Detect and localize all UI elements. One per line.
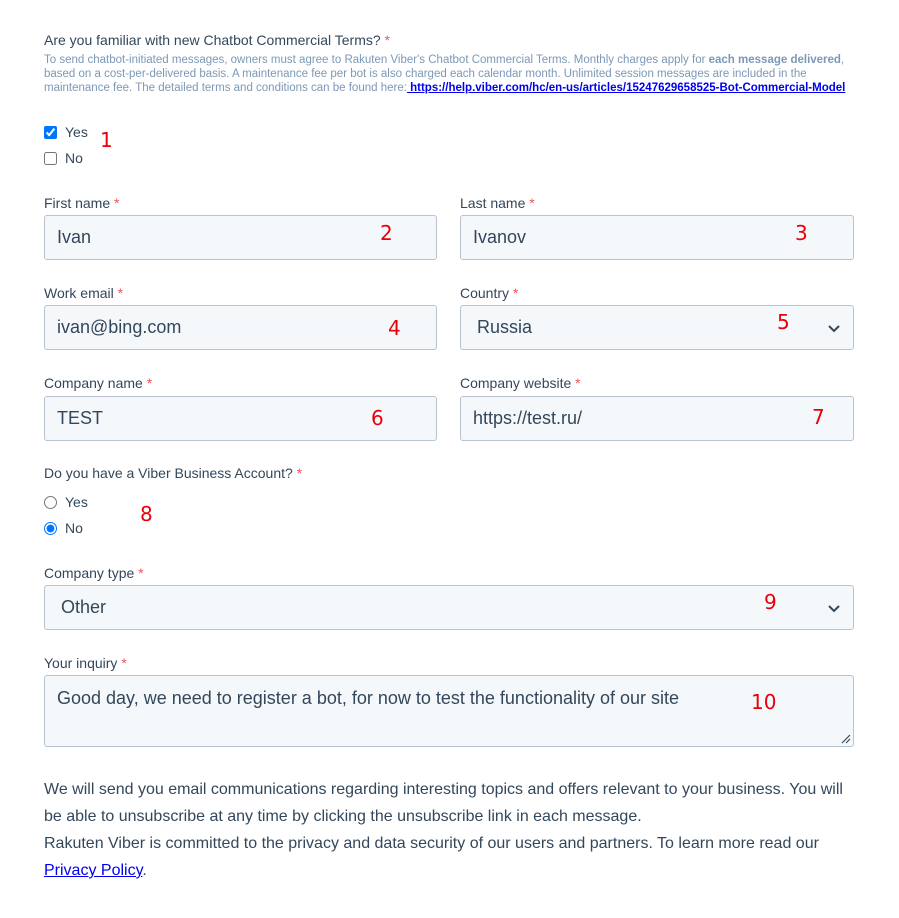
company-type-value: Other (61, 597, 107, 617)
annotation-5: 5 (777, 310, 790, 334)
required-mark: * (146, 375, 153, 391)
terms-option-yes[interactable] (44, 124, 88, 140)
company-name-label-text: Company name (44, 375, 143, 391)
terms-link[interactable]: https://help.viber.com/hc/en-us/articles/15247629658525-Bot-Commercial-Model (406, 82, 846, 94)
company-website-label (460, 375, 581, 391)
terms-desc-bold: each message delivered (708, 54, 841, 66)
chevron-down-icon (827, 601, 841, 615)
resize-grip-icon[interactable] (839, 732, 851, 744)
terms-option-no[interactable] (44, 150, 83, 166)
work-email-label-text: Work email (44, 285, 114, 301)
country-label (460, 285, 518, 301)
company-type-select[interactable] (44, 585, 854, 630)
chevron-down-icon (827, 321, 841, 335)
terms-question (44, 32, 390, 48)
required-mark: * (296, 465, 303, 481)
inquiry-label-text: Your inquiry (44, 655, 118, 671)
terms-desc-part2: , based on a cost-per-delivered basis. A maintenance fee per bot is also charged each calendar month. Unlimited session messages are included in the maintenance fee. The detailed terms and conditions can be found here: (44, 54, 845, 94)
work-email-field[interactable] (44, 305, 437, 350)
business-account-yes-radio[interactable] (44, 496, 57, 509)
inquiry-value: Good day, we need to register a bot, for now to test the functionality of our site (57, 688, 680, 708)
work-email-label (44, 285, 123, 301)
terms-no-checkbox[interactable] (44, 152, 57, 165)
business-account-yes-label: Yes (65, 494, 88, 510)
annotation-3: 3 (795, 221, 808, 245)
last-name-label (460, 195, 535, 211)
privacy-notice (44, 830, 864, 884)
annotation-8: 8 (140, 502, 153, 526)
first-name-label-text: First name (44, 195, 111, 211)
first-name-label (44, 195, 119, 211)
business-account-question (44, 465, 302, 481)
company-website-label-text: Company website (460, 375, 572, 391)
business-account-option-yes[interactable] (44, 494, 88, 510)
business-account-option-no[interactable] (44, 520, 83, 536)
required-mark: * (384, 32, 390, 48)
annotation-2: 2 (380, 221, 393, 245)
required-mark: * (114, 195, 120, 211)
country-label-text: Country (460, 285, 510, 301)
terms-no-label: No (65, 150, 83, 166)
company-website-value: https://test.ru/ (473, 408, 583, 428)
required-mark: * (512, 285, 519, 301)
company-type-label-text: Company type (44, 565, 135, 581)
annotation-10: 10 (751, 690, 777, 714)
annotation-6: 6 (371, 406, 384, 430)
annotation-9: 9 (764, 590, 777, 614)
inquiry-textarea[interactable] (44, 675, 854, 747)
privacy-policy-link[interactable]: Privacy Policy (44, 862, 143, 879)
business-account-no-radio[interactable] (44, 522, 57, 535)
inquiry-label (44, 655, 127, 671)
business-account-question-text: Do you have a Viber Business Account? (44, 465, 293, 481)
email-notice-text: We will send you email communications regarding interesting topics and offers relevant to your business. You will be able to unsubscribe at any time by clicking the unsubscribe link in each message. (44, 781, 843, 825)
company-name-value: TEST (57, 408, 104, 428)
terms-yes-checkbox[interactable] (44, 126, 57, 139)
first-name-value: Ivan (57, 227, 92, 247)
work-email-value: ivan@bing.com (57, 317, 182, 337)
annotation-4: 4 (388, 316, 401, 340)
first-name-field[interactable] (44, 215, 437, 260)
required-mark: * (529, 195, 535, 211)
required-mark: * (138, 565, 144, 581)
email-communications-notice (44, 776, 864, 830)
last-name-value: Ivanov (473, 227, 527, 247)
terms-description (44, 53, 856, 95)
business-account-no-label: No (65, 520, 83, 536)
country-value: Russia (477, 317, 533, 337)
terms-yes-label: Yes (65, 124, 88, 140)
terms-desc-part1: To send chatbot-initiated messages, owners must agree to Rakuten Viber's Chatbot Commercial Terms. Monthly charges apply for (44, 54, 709, 66)
last-name-label-text: Last name (460, 195, 526, 211)
privacy-period: . (142, 862, 147, 879)
annotation-1: 1 (100, 128, 113, 152)
terms-question-text: Are you familiar with new Chatbot Commercial Terms? (44, 32, 381, 48)
required-mark: * (121, 655, 127, 671)
country-select[interactable] (460, 305, 854, 350)
company-website-field[interactable] (460, 396, 854, 441)
company-name-label (44, 375, 152, 391)
required-mark: * (575, 375, 581, 391)
company-type-label (44, 565, 144, 581)
required-mark: * (117, 285, 124, 301)
privacy-notice-text: Rakuten Viber is committed to the privacy and data security of our users and partners. To learn more read our (44, 835, 819, 852)
annotation-7: 7 (812, 405, 825, 429)
